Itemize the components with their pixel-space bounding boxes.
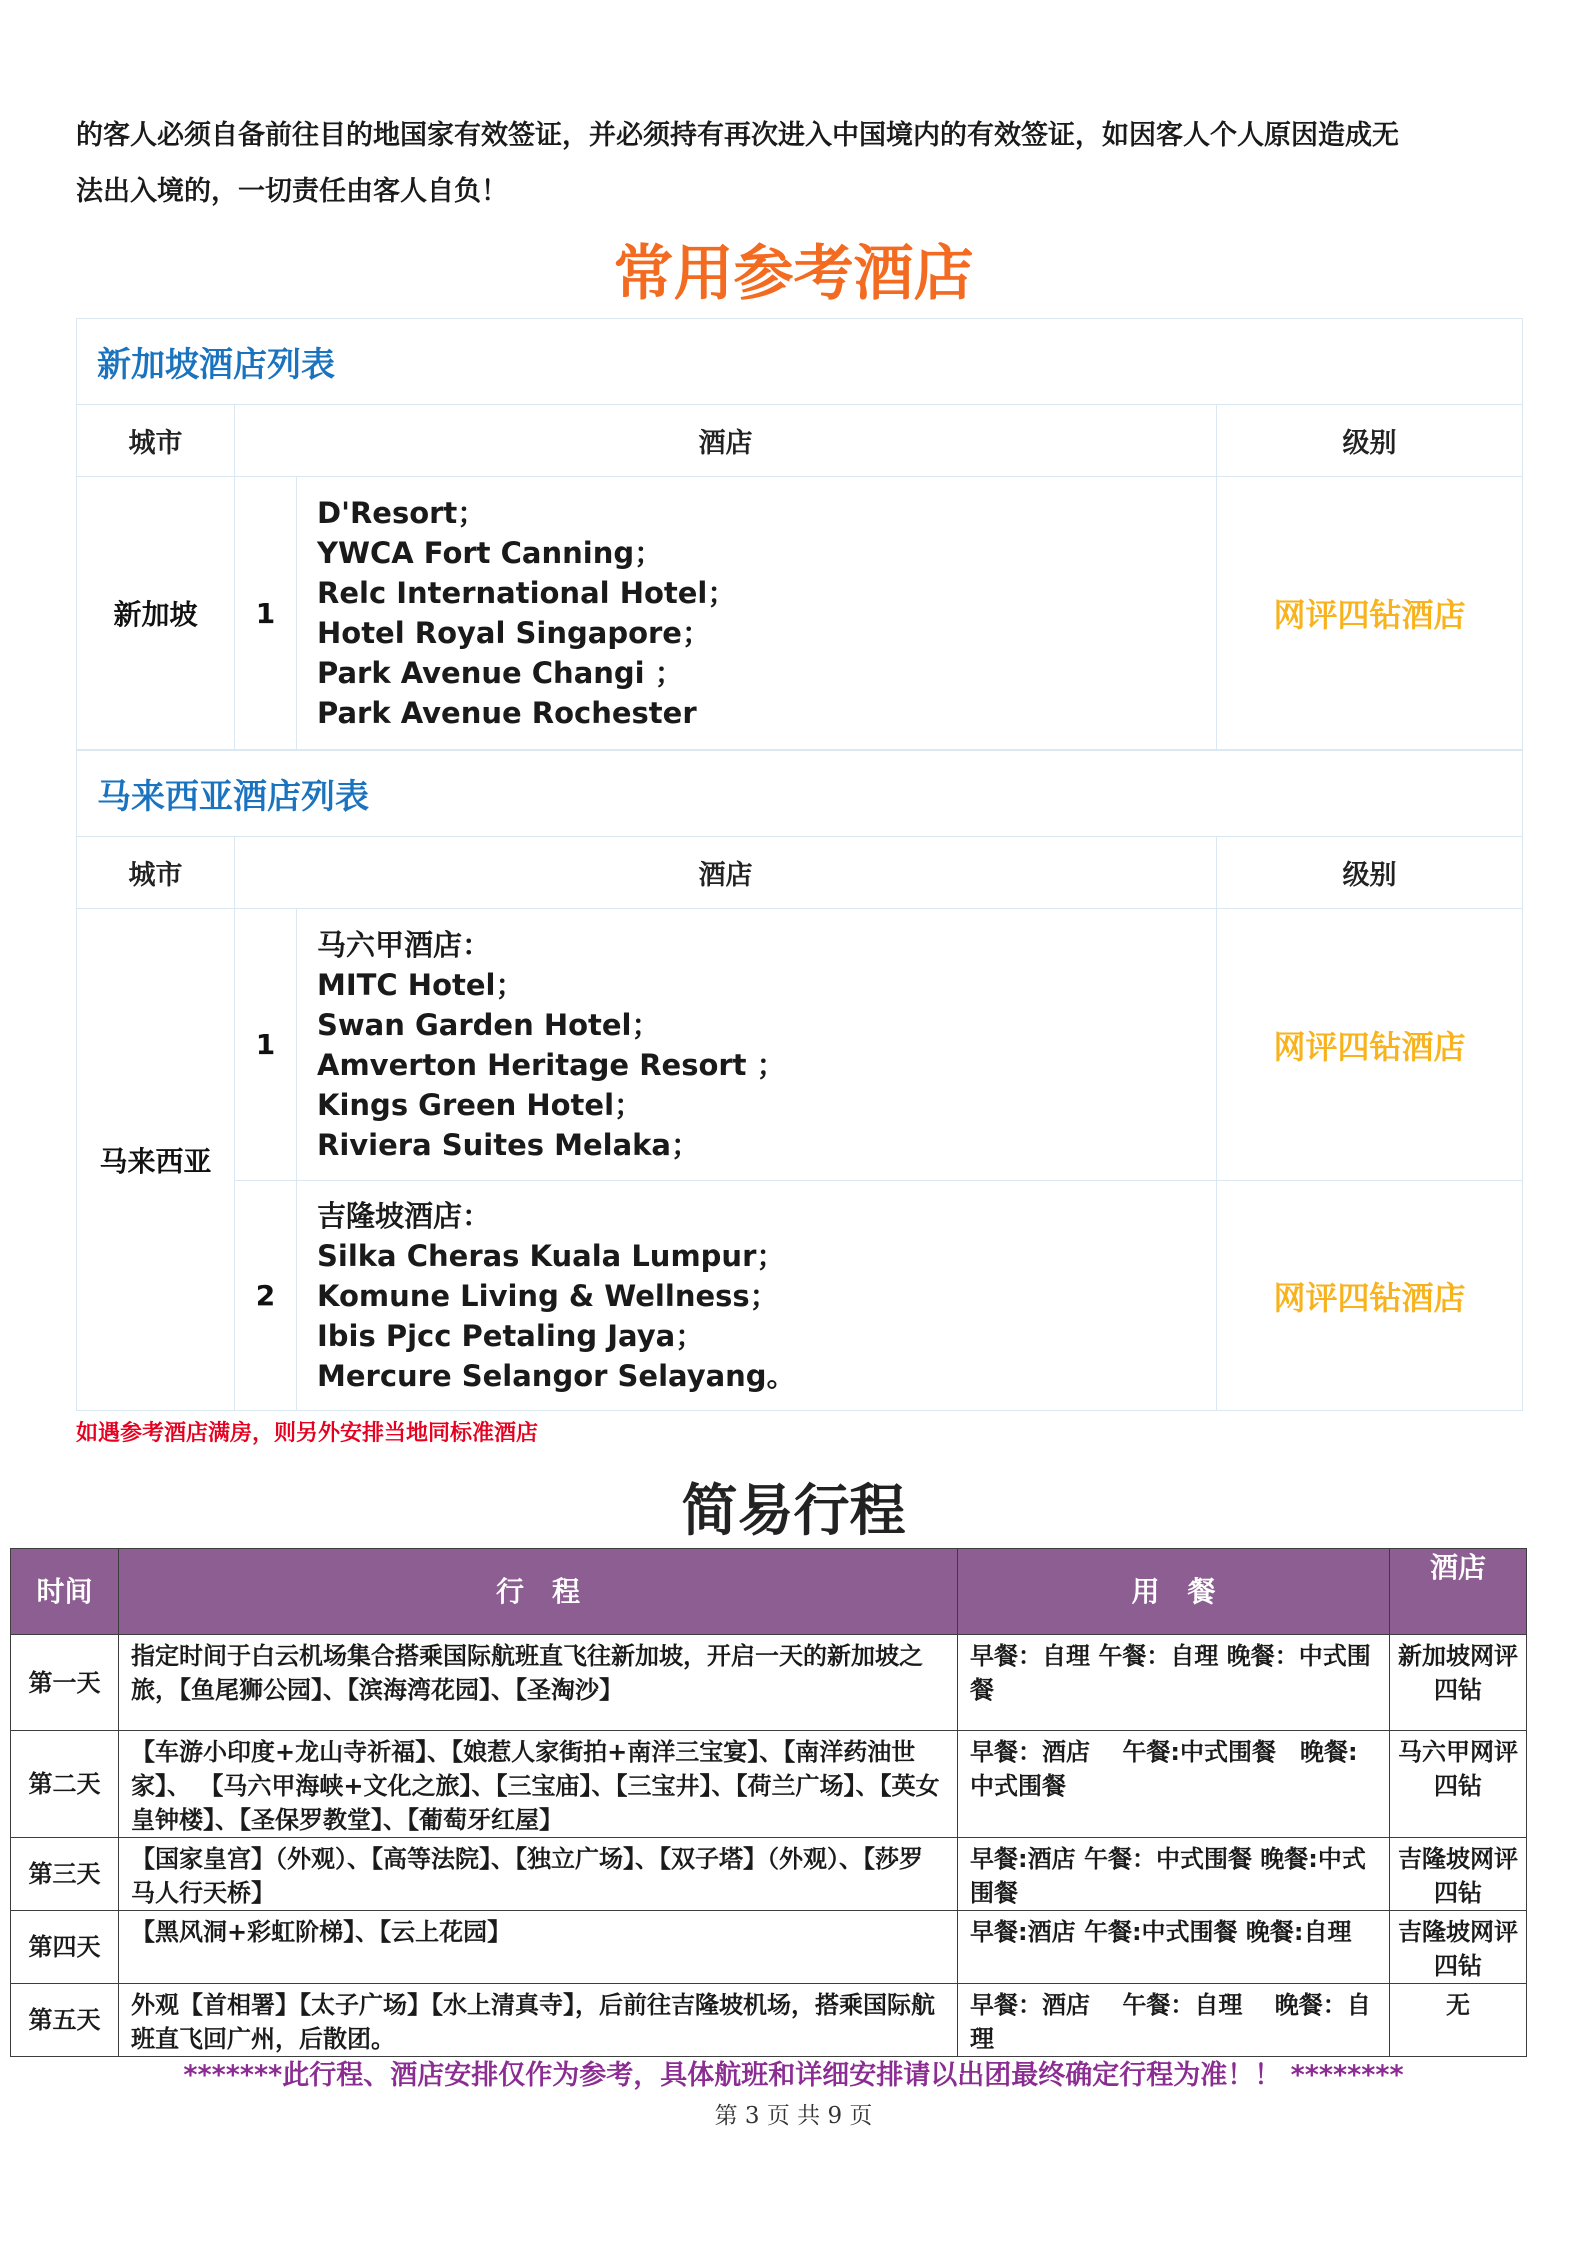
route-text: 【国家皇宫】（外观）、【高等法院】、【独立广场】、【双子塔】（外观）、【莎罗马人行天桥】: [119, 1838, 958, 1911]
header-city: 城市: [77, 405, 235, 477]
day-label: 第五天: [11, 1984, 119, 2057]
singapore-hotel-table: [76, 318, 1523, 750]
itinerary-table: [10, 1548, 1527, 2057]
table-row: [11, 1984, 1527, 2057]
city-cell: 马来西亚: [77, 909, 235, 1411]
header-city: 城市: [77, 837, 235, 909]
table-row: [11, 1838, 1527, 1911]
hotel-name: Swan Garden Hotel；: [317, 1007, 661, 1042]
meals-text: 早餐：自理 午餐：自理 晚餐：中式围餐: [958, 1635, 1390, 1731]
day-label: 第三天: [11, 1838, 119, 1911]
grade-badge: 网评四钻酒店: [1217, 477, 1523, 750]
route-text: 指定时间于白云机场集合搭乘国际航班直飞往新加坡，开启一天的新加坡之旅，【鱼尾狮公园】、【滨海湾花园】、【圣淘沙】: [119, 1635, 958, 1731]
header-hotel: 酒店: [235, 837, 1217, 909]
hotel-text: 吉隆坡网评四钻: [1390, 1838, 1527, 1911]
hotel-full-note: 如遇参考酒店满房，则另外安排当地同标准酒店: [76, 1421, 539, 1446]
table-row: [11, 1731, 1527, 1838]
route-text: 【黑风洞+彩虹阶梯】、【云上花园】: [119, 1911, 958, 1984]
visa-notice-line-1: 的客人必须自备前往目的地国家有效签证，并必须持有再次进入中国境内的有效签证，如因客人个人原因造成无: [76, 120, 1399, 151]
itinerary-header-meals: 用 餐: [958, 1549, 1390, 1635]
hotel-text: 吉隆坡网评四钻: [1390, 1911, 1527, 1984]
header-grade: 级别: [1217, 405, 1523, 477]
hotel-name: Amverton Heritage Resort ；: [317, 1047, 786, 1082]
hotel-section-title: 常用参考酒店: [613, 239, 974, 309]
page-number: 第 3 页 共 9 页: [714, 2103, 873, 2129]
day-label: 第四天: [11, 1911, 119, 1984]
hotel-name: Riviera Suites Melaka；: [317, 1127, 701, 1162]
meals-text: 早餐：酒店 午餐:中式围餐 晚餐:中式围餐: [958, 1731, 1390, 1838]
hotel-name: MITC Hotel；: [317, 967, 525, 1002]
table-row: [11, 1911, 1527, 1984]
group-number: 1: [235, 909, 297, 1181]
hotel-list: [297, 909, 1217, 1181]
hotel-list: [297, 477, 1217, 750]
table-row: [11, 1635, 1527, 1731]
visa-notice: [76, 108, 1521, 220]
grade-badge: 网评四钻酒店: [1217, 1181, 1523, 1411]
hotel-name: 马六甲酒店：: [317, 927, 492, 962]
itinerary-header-hotel: 酒店: [1390, 1549, 1527, 1635]
hotel-name: Park Avenue Changi ；: [317, 656, 684, 690]
meals-text: 早餐:酒店 午餐：中式围餐 晚餐:中式围餐: [958, 1838, 1390, 1911]
hotel-text: 马六甲网评四钻: [1390, 1731, 1527, 1838]
header-grade: 级别: [1217, 837, 1523, 909]
hotel-name: Komune Living & Wellness；: [317, 1278, 779, 1313]
hotel-text: 无: [1390, 1984, 1527, 2057]
meals-text: 早餐:酒店 午餐:中式围餐 晚餐:自理: [958, 1911, 1390, 1984]
visa-notice-line-2: 法出入境的，一切责任由客人自负！: [76, 176, 508, 207]
hotel-name: Relc International Hotel；: [317, 576, 737, 610]
route-text: 【车游小印度+龙山寺祈福】、【娘惹人家街拍+南洋三宝宴】、【南洋药油世家】、 【马六甲海峡+文化之旅】、【三宝庙】、【三宝井】、【荷兰广场】、【英女皇钟楼】、【圣保罗教堂】、【葡萄牙红屋】: [119, 1731, 958, 1838]
meals-text: 早餐：酒店 午餐：自理 晚餐：自理: [958, 1984, 1390, 2057]
hotel-text: 新加坡网评四钻: [1390, 1635, 1527, 1731]
hotel-name: D'Resort；: [317, 496, 487, 530]
hotel-name: Silka Cheras Kuala Lumpur；: [317, 1238, 786, 1273]
itinerary-header-route: 行 程: [119, 1549, 958, 1635]
malaysia-section-title: 马来西亚酒店列表: [77, 751, 1523, 837]
group-number: 1: [235, 477, 297, 750]
singapore-section-title: 新加坡酒店列表: [77, 319, 1523, 405]
hotel-name: Ibis Pjcc Petaling Jaya；: [317, 1318, 705, 1353]
route-text: 外观【首相署】【太子广场】【水上清真寺】，后前往吉隆坡机场，搭乘国际航班直飞回广州，后散团。: [119, 1984, 958, 2057]
header-hotel: 酒店: [235, 405, 1217, 477]
day-label: 第一天: [11, 1635, 119, 1731]
malaysia-hotel-table: [76, 750, 1523, 1411]
day-label: 第二天: [11, 1731, 119, 1838]
hotel-name: YWCA Fort Canning；: [317, 536, 664, 570]
city-cell: 新加坡: [77, 477, 235, 750]
itinerary-header-time: 时间: [11, 1549, 119, 1635]
hotel-list: [297, 1181, 1217, 1411]
hotel-name: Kings Green Hotel；: [317, 1087, 644, 1122]
hotel-name: Park Avenue Rochester: [317, 696, 697, 730]
grade-badge: 网评四钻酒店: [1217, 909, 1523, 1181]
itinerary-title: 简易行程: [681, 1479, 906, 1544]
hotel-name: 吉隆坡酒店：: [317, 1198, 492, 1233]
disclaimer-note: *******此行程、酒店安排仅作为参考，具体航班和详细安排请以出团最终确定行程为准！！ ********: [183, 2060, 1404, 2091]
group-number: 2: [235, 1181, 297, 1411]
hotel-name: Mercure Selangor Selayang。: [317, 1358, 796, 1393]
hotel-name: Hotel Royal Singapore；: [317, 616, 711, 650]
